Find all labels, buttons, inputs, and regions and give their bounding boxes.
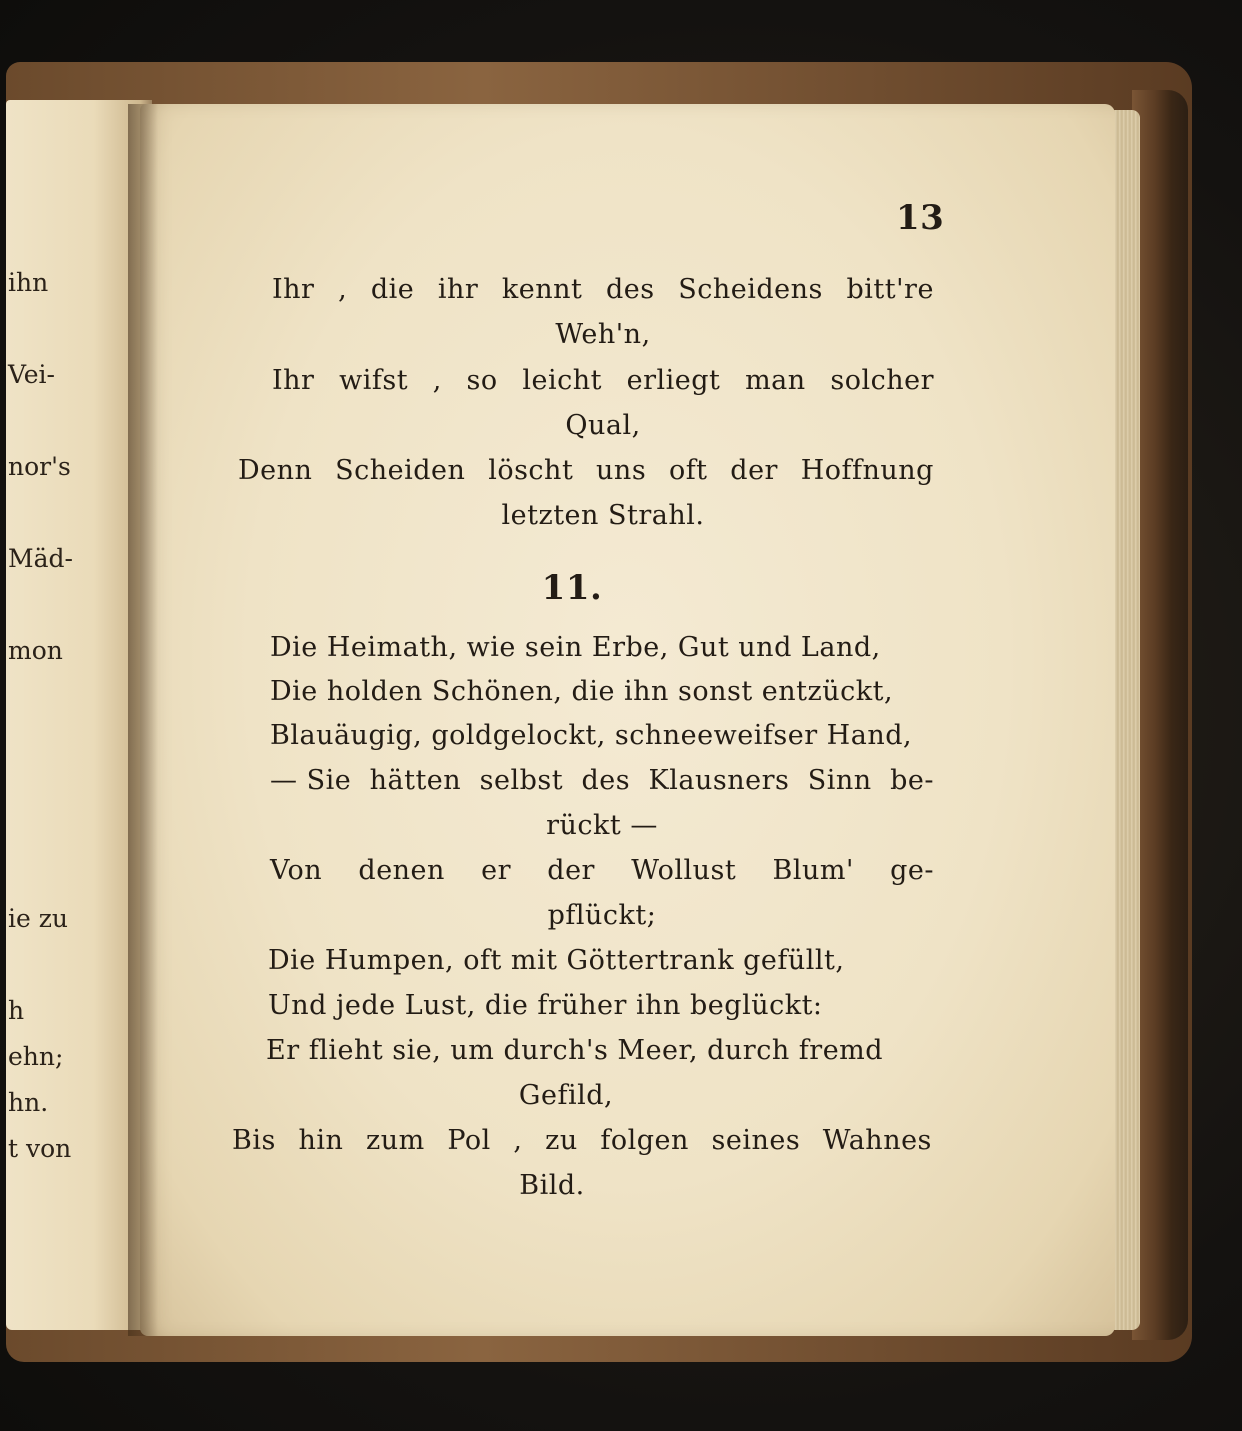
left-page-fragment: Vei- (8, 360, 55, 389)
word: Scheiden (335, 455, 466, 486)
word: der (547, 855, 595, 886)
word: Klausners (648, 765, 790, 796)
word: so (466, 365, 498, 396)
verse-line-turnover: pflückt; (547, 900, 657, 931)
verse-line-turnover: Qual, (565, 410, 641, 441)
word: zum (365, 1125, 425, 1156)
left-page-fragment: ihn (8, 268, 49, 297)
word: Denn (238, 455, 313, 486)
word: seines (711, 1125, 801, 1156)
word: der (730, 455, 778, 486)
left-page-fragment: ie zu (8, 904, 69, 933)
word: erliegt (626, 365, 721, 396)
word: Ihr (272, 365, 315, 396)
verse-line (272, 274, 934, 305)
word: Von (270, 855, 323, 886)
word: löscht (488, 455, 574, 486)
word: solcher (830, 365, 934, 396)
verse-line-turnover: letzten Strahl. (501, 500, 705, 531)
verse-line: Die holden Schönen, die ihn sonst entzückt, (270, 676, 894, 707)
verse-line (270, 855, 934, 886)
left-page-fragment: hn. (8, 1088, 49, 1117)
left-page-fragment: Mäd- (8, 544, 73, 573)
word: oft (668, 455, 708, 486)
word: uns (596, 455, 647, 486)
word: be- (890, 765, 934, 796)
word: hätten (369, 765, 462, 796)
word: Pol (447, 1125, 491, 1156)
word: des (581, 765, 631, 796)
word: Blum' (772, 855, 854, 886)
word: Wollust (631, 855, 737, 886)
left-page-fragment: nor's (8, 452, 71, 481)
word: , (432, 365, 442, 396)
word: denen (358, 855, 445, 886)
verse-line: Er flieht sie, um durch's Meer, durch fremd (266, 1035, 884, 1066)
word: selbst (479, 765, 564, 796)
word: , (338, 274, 348, 305)
word: Ihr (272, 274, 315, 305)
verse-line-turnover: Bild. (519, 1170, 585, 1201)
verse-line (270, 765, 934, 796)
word: ge- (890, 855, 934, 886)
word: folgen (600, 1125, 689, 1156)
word: kennt (501, 274, 583, 305)
verse-line: Blauäugig, goldgelockt, schneeweifser Hand, (270, 720, 913, 751)
verse-line-turnover: Gefild, (518, 1080, 614, 1111)
word: Sinn (807, 765, 872, 796)
left-page-fragment: t von (8, 1134, 72, 1163)
left-page-fragment: mon (8, 636, 63, 665)
word: — Sie (270, 765, 352, 796)
verse-line (232, 1125, 932, 1156)
verse-line-turnover: Weh'n, (555, 319, 651, 350)
word: des (606, 274, 655, 305)
verse-line (272, 365, 934, 396)
word: hin (298, 1125, 344, 1156)
word: Bis (232, 1125, 276, 1156)
verse-line: Die Humpen, oft mit Göttertrank gefüllt, (268, 945, 845, 976)
word: er (481, 855, 512, 886)
verse-line: Und jede Lust, die früher ihn beglückt: (268, 990, 823, 1021)
word: ihr (437, 274, 479, 305)
word: Hoffnung (800, 455, 934, 486)
word: Scheidens (678, 274, 823, 305)
left-page-fragment: ehn; (8, 1042, 64, 1071)
verse-line: Die Heimath, wie sein Erbe, Gut und Land, (270, 632, 881, 663)
left-page-fragment: h (8, 996, 25, 1025)
word: leicht (522, 365, 602, 396)
word: man (745, 365, 806, 396)
verse-line-turnover: rückt — (546, 810, 658, 841)
word: Wahnes (822, 1125, 932, 1156)
word: wifst (339, 365, 409, 396)
word: zu (545, 1125, 578, 1156)
word: bitt're (846, 274, 934, 305)
verse-line (238, 455, 934, 486)
page-number: 13 (896, 198, 945, 238)
section-number: 11. (541, 568, 603, 608)
word: , (513, 1125, 523, 1156)
word: die (370, 274, 415, 305)
